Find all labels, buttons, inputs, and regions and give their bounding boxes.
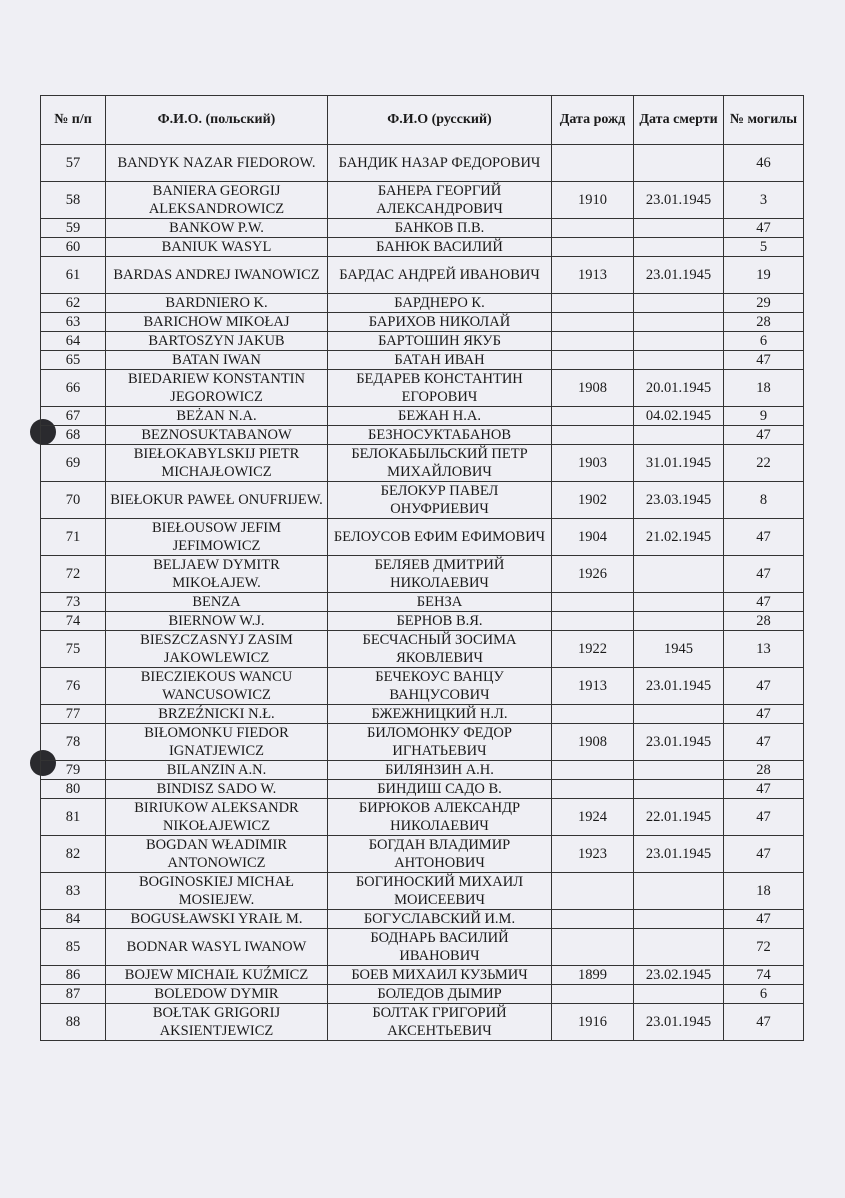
grave-number: 47 (724, 705, 804, 724)
name-polish: BOGDAN WŁADIMIR ANTONOWICZ (106, 836, 328, 873)
table-row (41, 631, 804, 668)
grave-number: 5 (724, 238, 804, 257)
row-number: 84 (41, 910, 106, 929)
row-number: 64 (41, 332, 106, 351)
table-row (41, 556, 804, 593)
table-row (41, 910, 804, 929)
row-number: 86 (41, 966, 106, 985)
name-russian: БОЛЕДОВ ДЫМИР (328, 985, 552, 1004)
grave-number: 3 (724, 182, 804, 219)
death-date (634, 761, 724, 780)
grave-number: 47 (724, 1004, 804, 1041)
row-number: 67 (41, 407, 106, 426)
table-row (41, 966, 804, 985)
table-row (41, 313, 804, 332)
death-date (634, 780, 724, 799)
name-polish: BANKOW P.W. (106, 219, 328, 238)
name-polish: BIŁOMONKU FIEDOR IGNATJEWICZ (106, 724, 328, 761)
grave-number: 29 (724, 294, 804, 313)
death-date: 23.03.1945 (634, 482, 724, 519)
row-number: 81 (41, 799, 106, 836)
row-number: 82 (41, 836, 106, 873)
row-number: 85 (41, 929, 106, 966)
death-date: 23.01.1945 (634, 182, 724, 219)
row-number: 61 (41, 257, 106, 294)
name-russian: БАНДИК НАЗАР ФЕДОРОВИЧ (328, 145, 552, 182)
grave-number: 47 (724, 426, 804, 445)
table-row (41, 873, 804, 910)
grave-number: 46 (724, 145, 804, 182)
birth-date: 1916 (552, 1004, 634, 1041)
death-date (634, 145, 724, 182)
row-number: 72 (41, 556, 106, 593)
row-number: 83 (41, 873, 106, 910)
name-polish: BANIUK WASYL (106, 238, 328, 257)
death-date: 23.01.1945 (634, 1004, 724, 1041)
row-number: 63 (41, 313, 106, 332)
name-russian: БИЛОМОНКУ ФЕДОР ИГНАТЬЕВИЧ (328, 724, 552, 761)
death-date (634, 351, 724, 370)
name-polish: BIEDARIEW KONSTANTIN JEGOROWICZ (106, 370, 328, 407)
table-row (41, 238, 804, 257)
grave-number: 74 (724, 966, 804, 985)
name-russian: БЕРНОВ В.Я. (328, 612, 552, 631)
table-row (41, 426, 804, 445)
birth-date: 1922 (552, 631, 634, 668)
name-russian: БОДНАРЬ ВАСИЛИЙ ИВАНОВИЧ (328, 929, 552, 966)
row-number: 75 (41, 631, 106, 668)
grave-number: 13 (724, 631, 804, 668)
name-russian: БОГДАН ВЛАДИМИР АНТОНОВИЧ (328, 836, 552, 873)
name-polish: BOŁTAK GRIGORIJ AKSIENTJEWICZ (106, 1004, 328, 1041)
name-polish: BARDNIERO K. (106, 294, 328, 313)
grave-number: 6 (724, 985, 804, 1004)
row-number: 62 (41, 294, 106, 313)
name-russian: БАРДАС АНДРЕЙ ИВАНОВИЧ (328, 257, 552, 294)
grave-number: 72 (724, 929, 804, 966)
name-polish: BENZA (106, 593, 328, 612)
birth-date (552, 985, 634, 1004)
grave-number: 8 (724, 482, 804, 519)
row-number: 59 (41, 219, 106, 238)
header-grave-number: № могилы (724, 96, 804, 145)
death-date: 20.01.1945 (634, 370, 724, 407)
grave-number: 47 (724, 519, 804, 556)
name-polish: BIEŁOKUR PAWEŁ ONUFRIJEW. (106, 482, 328, 519)
name-russian: БЕЧЕКОУС ВАНЦУ ВАНЦУСОВИЧ (328, 668, 552, 705)
birth-date (552, 780, 634, 799)
name-polish: BATAN IWAN (106, 351, 328, 370)
birth-date: 1913 (552, 257, 634, 294)
grave-number: 18 (724, 370, 804, 407)
death-date: 23.01.1945 (634, 668, 724, 705)
name-russian: БАНЕРА ГЕОРГИЙ АЛЕКСАНДРОВИЧ (328, 182, 552, 219)
table-row (41, 182, 804, 219)
death-date (634, 705, 724, 724)
grave-number: 47 (724, 593, 804, 612)
grave-number: 47 (724, 351, 804, 370)
birth-date: 1899 (552, 966, 634, 985)
table-row (41, 612, 804, 631)
name-russian: БЕНЗА (328, 593, 552, 612)
name-russian: БОГИНОСКИЙ МИХАИЛ МОИСЕЕВИЧ (328, 873, 552, 910)
name-polish: BODNAR WASYL IWANOW (106, 929, 328, 966)
birth-date (552, 593, 634, 612)
birth-date: 1923 (552, 836, 634, 873)
name-russian: БАНКОВ П.В. (328, 219, 552, 238)
birth-date (552, 407, 634, 426)
row-number: 88 (41, 1004, 106, 1041)
death-date (634, 332, 724, 351)
birth-date: 1908 (552, 724, 634, 761)
row-number: 74 (41, 612, 106, 631)
grave-number: 6 (724, 332, 804, 351)
table-row (41, 799, 804, 836)
table-row (41, 929, 804, 966)
row-number: 58 (41, 182, 106, 219)
death-date (634, 294, 724, 313)
birth-date: 1924 (552, 799, 634, 836)
row-number: 73 (41, 593, 106, 612)
table-row (41, 593, 804, 612)
header-birth-date: Дата рожд (552, 96, 634, 145)
birth-date (552, 612, 634, 631)
name-russian: БАТАН ИВАН (328, 351, 552, 370)
name-polish: BEŻAN N.A. (106, 407, 328, 426)
name-russian: БАРДНЕРО К. (328, 294, 552, 313)
name-polish: BIEŁOUSOW JEFIM JEFIMOWICZ (106, 519, 328, 556)
name-russian: БИРЮКОВ АЛЕКСАНДР НИКОЛАЕВИЧ (328, 799, 552, 836)
name-polish: BANIERA GEORGIJ ALEKSANDROWICZ (106, 182, 328, 219)
death-date: 23.01.1945 (634, 836, 724, 873)
name-russian: БИНДИШ САДО В. (328, 780, 552, 799)
death-date (634, 612, 724, 631)
name-polish: BARDAS ANDREJ IWANOWICZ (106, 257, 328, 294)
name-russian: БЕЗНОСУКТАБАНОВ (328, 426, 552, 445)
name-polish: BRZEŹNICKI N.Ł. (106, 705, 328, 724)
grave-number: 47 (724, 799, 804, 836)
grave-number: 47 (724, 836, 804, 873)
name-russian: БЕСЧАСНЫЙ ЗОСИМА ЯКОВЛЕВИЧ (328, 631, 552, 668)
name-russian: БОЕВ МИХАИЛ КУЗЬМИЧ (328, 966, 552, 985)
table-row (41, 219, 804, 238)
grave-number: 47 (724, 780, 804, 799)
death-date (634, 426, 724, 445)
header-name-russian: Ф.И.О (русский) (328, 96, 552, 145)
table-row (41, 445, 804, 482)
row-number: 57 (41, 145, 106, 182)
birth-date (552, 929, 634, 966)
birth-date: 1904 (552, 519, 634, 556)
row-number: 76 (41, 668, 106, 705)
birth-date (552, 219, 634, 238)
birth-date (552, 351, 634, 370)
name-polish: BIEŁOKABYLSKIJ PIETR MICHAJŁOWICZ (106, 445, 328, 482)
table-row (41, 724, 804, 761)
grave-number: 28 (724, 612, 804, 631)
death-date: 23.02.1945 (634, 966, 724, 985)
death-date: 04.02.1945 (634, 407, 724, 426)
table-row (41, 836, 804, 873)
name-polish: BOLEDOW DYMIR (106, 985, 328, 1004)
grave-number: 28 (724, 761, 804, 780)
death-date (634, 985, 724, 1004)
death-date: 23.01.1945 (634, 257, 724, 294)
death-date: 1945 (634, 631, 724, 668)
table-row (41, 145, 804, 182)
name-russian: БОЛТАК ГРИГОРИЙ АКСЕНТЬЕВИЧ (328, 1004, 552, 1041)
grave-number: 47 (724, 219, 804, 238)
row-number: 80 (41, 780, 106, 799)
name-russian: БЕЛЯЕВ ДМИТРИЙ НИКОЛАЕВИЧ (328, 556, 552, 593)
grave-number: 18 (724, 873, 804, 910)
birth-date: 1913 (552, 668, 634, 705)
table-row (41, 519, 804, 556)
birth-date: 1903 (552, 445, 634, 482)
death-date: 31.01.1945 (634, 445, 724, 482)
birth-date: 1910 (552, 182, 634, 219)
grave-number: 47 (724, 724, 804, 761)
header-name-polish: Ф.И.О. (польский) (106, 96, 328, 145)
death-date (634, 873, 724, 910)
table-row (41, 1004, 804, 1041)
grave-number: 9 (724, 407, 804, 426)
birth-date (552, 761, 634, 780)
birth-date (552, 238, 634, 257)
death-date (634, 238, 724, 257)
birth-date (552, 426, 634, 445)
table-row (41, 668, 804, 705)
table-row (41, 332, 804, 351)
name-russian: БЕЖАН Н.А. (328, 407, 552, 426)
row-number: 77 (41, 705, 106, 724)
name-polish: BIERNOW W.J. (106, 612, 328, 631)
table-row (41, 482, 804, 519)
name-polish: BARTOSZYN JAKUB (106, 332, 328, 351)
table-row (41, 257, 804, 294)
row-number: 60 (41, 238, 106, 257)
name-polish: BIECZIEKOUS WANCU WANCUSOWICZ (106, 668, 328, 705)
death-date (634, 219, 724, 238)
table-row (41, 985, 804, 1004)
row-number: 70 (41, 482, 106, 519)
death-date (634, 929, 724, 966)
name-polish: BOJEW MICHAIŁ KUŹMICZ (106, 966, 328, 985)
table-row (41, 761, 804, 780)
name-polish: BIRIUKOW ALEKSANDR NIKOŁAJEWICZ (106, 799, 328, 836)
name-polish: BEZNOSUKTABANOW (106, 426, 328, 445)
table-row (41, 294, 804, 313)
header-number: № п/п (41, 96, 106, 145)
table-row (41, 351, 804, 370)
name-polish: BOGUSŁAWSKI YRAIŁ M. (106, 910, 328, 929)
name-polish: BELJAEW DYMITR MIKOŁAJEW. (106, 556, 328, 593)
death-date (634, 313, 724, 332)
birth-date (552, 705, 634, 724)
name-russian: БЕДАРЕВ КОНСТАНТИН ЕГОРОВИЧ (328, 370, 552, 407)
name-russian: БИЛЯНЗИН А.Н. (328, 761, 552, 780)
death-date (634, 910, 724, 929)
burial-register-table (40, 95, 804, 1041)
table-row (41, 705, 804, 724)
row-number: 68 (41, 426, 106, 445)
death-date: 21.02.1945 (634, 519, 724, 556)
name-polish: BARICHOW MIKOŁAJ (106, 313, 328, 332)
name-russian: БАРИХОВ НИКОЛАЙ (328, 313, 552, 332)
row-number: 65 (41, 351, 106, 370)
row-number: 66 (41, 370, 106, 407)
name-russian: БАРТОШИН ЯКУБ (328, 332, 552, 351)
grave-number: 47 (724, 668, 804, 705)
name-russian: БЕЛОУСОВ ЕФИМ ЕФИМОВИЧ (328, 519, 552, 556)
grave-number: 47 (724, 556, 804, 593)
table-header-row (41, 96, 804, 145)
birth-date: 1902 (552, 482, 634, 519)
name-russian: БОГУСЛАВСКИЙ И.М. (328, 910, 552, 929)
birth-date (552, 294, 634, 313)
death-date: 23.01.1945 (634, 724, 724, 761)
table-row (41, 370, 804, 407)
birth-date (552, 910, 634, 929)
death-date (634, 556, 724, 593)
row-number: 79 (41, 761, 106, 780)
grave-number: 28 (724, 313, 804, 332)
birth-date: 1926 (552, 556, 634, 593)
grave-number: 22 (724, 445, 804, 482)
name-polish: BANDYK NAZAR FIEDOROW. (106, 145, 328, 182)
header-death-date: Дата смерти (634, 96, 724, 145)
grave-number: 19 (724, 257, 804, 294)
birth-date: 1908 (552, 370, 634, 407)
table-row (41, 780, 804, 799)
grave-number: 47 (724, 910, 804, 929)
name-russian: БЖЕЖНИЦКИЙ Н.Л. (328, 705, 552, 724)
death-date: 22.01.1945 (634, 799, 724, 836)
birth-date (552, 145, 634, 182)
name-polish: BIESZCZASNYJ ZASIM JAKOWLEWICZ (106, 631, 328, 668)
name-polish: BILANZIN A.N. (106, 761, 328, 780)
birth-date (552, 313, 634, 332)
name-polish: BOGINOSKIEJ MICHAŁ MOSIEJEW. (106, 873, 328, 910)
row-number: 69 (41, 445, 106, 482)
name-russian: БЕЛОКАБЫЛЬСКИЙ ПЕТР МИХАЙЛОВИЧ (328, 445, 552, 482)
name-polish: BINDISZ SADO W. (106, 780, 328, 799)
table-row (41, 407, 804, 426)
row-number: 87 (41, 985, 106, 1004)
name-russian: БЕЛОКУР ПАВЕЛ ОНУФРИЕВИЧ (328, 482, 552, 519)
row-number: 78 (41, 724, 106, 761)
birth-date (552, 873, 634, 910)
birth-date (552, 332, 634, 351)
row-number: 71 (41, 519, 106, 556)
name-russian: БАНЮК ВАСИЛИЙ (328, 238, 552, 257)
death-date (634, 593, 724, 612)
